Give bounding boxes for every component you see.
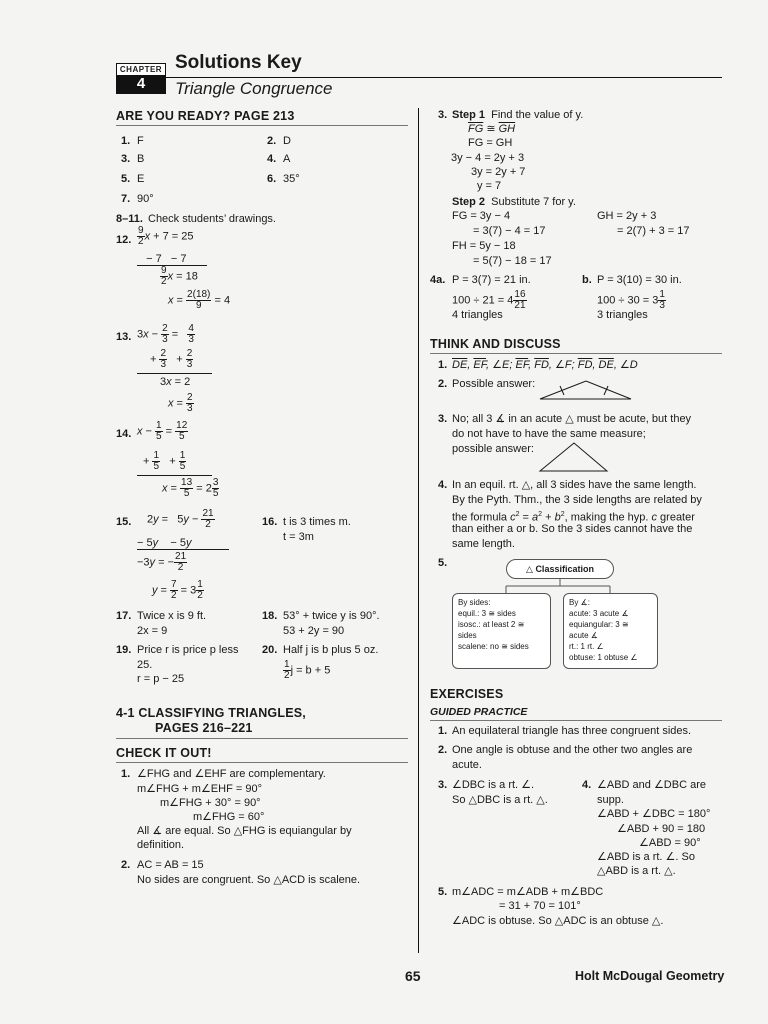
answer-text: A [283, 153, 291, 165]
page-subtitle: Triangle Congruence [175, 79, 333, 98]
math-line: − 7 − 7 [137, 253, 187, 265]
item-number: 1. [121, 135, 131, 147]
answer-text: m∠FHG = 60° [193, 811, 265, 823]
math-rule [137, 475, 212, 476]
page-number: 65 [405, 968, 421, 984]
item-number: 3. [121, 153, 131, 165]
answer-text: 2x = 9 [137, 625, 168, 637]
math-line: 100 ÷ 21 = 4 $\frac{16}{21}$ [452, 289, 526, 311]
by-sides-box [452, 593, 551, 669]
chapter-label: CHAPTER [117, 64, 165, 75]
item-number: 4a. [430, 274, 446, 286]
diagram-connector [500, 578, 620, 594]
book-title: Holt McDougal Geometry [575, 969, 725, 983]
answer-text: Price r is price p less [137, 644, 239, 656]
item-number: 15. [116, 516, 132, 528]
answer-text: t = 3m [283, 531, 314, 543]
page-title: Solutions Key [175, 52, 302, 73]
math-line: x = $\frac{2(18)}{9}$ = 4 [168, 289, 231, 311]
item-number: 2. [267, 135, 277, 147]
item-number: 20. [262, 644, 278, 656]
math-line: y = $\frac{7}{2}$ = 3 $\frac{1}{2}$ [152, 579, 203, 601]
math-line: = 2(7) + 3 = 17 [617, 225, 690, 237]
item-number: 2. [438, 378, 448, 390]
box-line: By sides: [458, 598, 491, 607]
item-number: 5. [438, 886, 448, 898]
item-number: 8–11. [116, 213, 143, 225]
item-number: 1. [121, 768, 131, 780]
section-rule [430, 353, 722, 354]
answer-text: possible answer: [452, 443, 534, 455]
chapter-number: 4 [117, 75, 165, 93]
math-line: ∠ABD + 90 = 180 [617, 823, 706, 835]
answer-text: definition. [137, 839, 185, 851]
answer-text: 53° + twice y is 90°. [283, 610, 380, 622]
answer-text: 25. [137, 659, 153, 671]
answer-text: Twice x is 9 ft. [137, 610, 207, 622]
answer-text: the formula $c^2 = a^2 + b^2$, making the hyp. c greater [452, 511, 695, 524]
answer-text: No sides are congruent. So △ACD is scalene. [137, 874, 361, 886]
math-line: x = $\frac{13}{5}$ = 2 $\frac{3}{5}$ [162, 477, 219, 499]
answer-text: m∠FHG + 30° = 90° [160, 797, 261, 809]
header-rule [116, 77, 722, 78]
answer-text: 53 + 2y = 90 [283, 625, 345, 637]
math-line: $\frac{9}{2}$ x + 7 = 25 [138, 225, 194, 247]
math-line: $\overline{DE}$, $\overline{EF}$, ∠E; $\overline{EF}$, $\overline{FD}$, ∠F; $\overline{FD}$, $\overline{DE}$, ∠D [452, 359, 638, 371]
math-line: P = 3(7) = 21 in. [452, 274, 531, 286]
answer-text: r = p − 25 [137, 673, 185, 685]
math-line: $\overline{FG}$ ≅ $\overline{GH}$ [468, 123, 516, 135]
math-line: $\frac{1}{2}$ j = b + 5 [284, 659, 331, 681]
section-rule [116, 762, 408, 763]
answer-text: Check students’ drawings. [148, 213, 276, 225]
math-line: 3x = 2 [160, 376, 191, 388]
answer-text: supp. [597, 794, 624, 806]
think-heading: THINK AND DISCUSS [430, 337, 561, 351]
answer-text: ∠DBC is a rt. ∠. [452, 779, 535, 791]
math-line: FG = GH [468, 137, 513, 149]
guided-practice-heading: GUIDED PRACTICE [430, 706, 528, 718]
math-line: = 5(7) − 18 = 17 [473, 255, 552, 267]
item-number: 3. [438, 779, 448, 791]
math-line: 3y = 2y + 7 [471, 166, 526, 178]
answer-text: same length. [452, 538, 515, 550]
item-number: 4. [582, 779, 592, 791]
classification-node: △ Classification [506, 559, 614, 579]
math-line: = 3(7) − 4 = 17 [473, 225, 546, 237]
item-number: 1. [438, 725, 448, 737]
math-line: = 31 + 70 = 101° [499, 900, 581, 912]
chapter-badge [116, 63, 166, 94]
math-line: + $\frac{1}{5}$ + $\frac{1}{5}$ [143, 450, 186, 472]
math-line: + $\frac{2}{3}$ + $\frac{2}{3}$ [150, 348, 193, 370]
answer-text: t is 3 times m. [283, 516, 351, 528]
answer-text: E [137, 173, 145, 185]
answer-text: ∠FHG and ∠EHF are complementary. [137, 768, 326, 780]
answer-text: Possible answer: [452, 378, 536, 390]
item-number: 5. [438, 557, 448, 569]
math-line: GH = 2y + 3 [597, 210, 657, 222]
answer-text: All ∡ are equal. So △FHG is equiangular by [137, 825, 352, 837]
item-number: 4. [267, 153, 277, 165]
answer-text: AC = AB = 15 [137, 859, 204, 871]
section-rule [116, 738, 408, 739]
math-line: y = 7 [477, 180, 502, 192]
section-rule [430, 720, 722, 721]
answer-text: 90° [137, 193, 154, 205]
math-rule [137, 373, 212, 374]
box-line: obtuse: 1 obtuse ∠ [569, 653, 638, 662]
answer-text: acute. [452, 759, 482, 771]
math-line: 100 ÷ 30 = 3 $\frac{1}{3}$ [597, 289, 665, 311]
answer-text: Find the value of y. [491, 109, 584, 121]
isosceles-triangle-figure [538, 378, 634, 402]
item-number: 12. [116, 234, 132, 246]
math-line: ∠ABD + ∠DBC = 180° [597, 808, 711, 820]
step-label: Step 2 [452, 196, 486, 208]
answer-text: than either a or b. So the 3 sides cannot have the [452, 523, 693, 535]
box-line: isosc.: at least 2 ≅ sides [458, 620, 525, 640]
box-line: acute ∡ [569, 631, 598, 640]
answer-text: Substitute 7 for y. [491, 196, 576, 208]
answer-text: ∠ABD is a rt. ∠. So [597, 851, 695, 863]
check-heading: CHECK IT OUT! [116, 746, 212, 760]
item-number: 19. [116, 644, 132, 656]
answer-text: ∠ABD and ∠DBC are [597, 779, 706, 791]
item-number: 1. [438, 359, 448, 371]
box-line: scalene: no ≅ sides [458, 642, 529, 651]
ready-heading: ARE YOU READY? PAGE 213 [116, 109, 295, 123]
math-line: m∠ADC = m∠ADB + m∠BDC [452, 886, 604, 898]
answer-text: 100 ÷ 21 = 4 [452, 294, 514, 307]
answer-text: D [283, 135, 291, 147]
answer-text: So △DBC is a rt. △. [452, 794, 548, 806]
item-number: 5. [121, 173, 131, 185]
box-line: rt.: 1 rt. ∠ [569, 642, 604, 651]
answer-text: One angle is obtuse and the other two angles are [452, 744, 693, 756]
box-line: By ∡: [569, 598, 590, 607]
math-line: − 5y − 5y [137, 537, 192, 549]
answer-text: m∠FHG + m∠EHF = 90° [137, 783, 262, 795]
math-line: x = $\frac{2}{3}$ [168, 392, 193, 414]
math-line: P = 3(10) = 30 in. [597, 274, 682, 286]
item-number: 4. [438, 479, 448, 491]
math-line: −3y = − $\frac{21}{2}$ [137, 551, 187, 573]
item-number: b. [582, 274, 592, 286]
answer-text: j = b + 5 [290, 664, 331, 677]
answer-text: Half j is b plus 5 oz. [283, 644, 379, 656]
math-line: 3y − 4 = 2y + 3 [451, 152, 525, 164]
math-line: ∠ABD = 90° [639, 837, 701, 849]
item-number: 17. [116, 610, 132, 622]
item-number: 3. [438, 109, 448, 121]
answer-text: △ABD is a rt. △. [597, 865, 676, 877]
section-rule [116, 125, 408, 126]
math-line: $\frac{9}{2}$ x = 18 [161, 265, 198, 287]
answer-text: F [137, 135, 144, 147]
answer-text: B [137, 153, 145, 165]
answer-text: 35° [283, 173, 300, 185]
item-number: 7. [121, 193, 131, 205]
answer-text: do not have to have the same measure; [452, 428, 646, 440]
answer-text: 3 triangles [597, 309, 648, 321]
answer-text: In an equil. rt. △, all 3 sides have the same length. [452, 479, 697, 491]
math-line: FG = 3y − 4 [452, 210, 511, 222]
item-number: 14. [116, 428, 132, 440]
math-line: 3x − $\frac{2}{3}$ = $\frac{4}{3}$ [137, 323, 194, 345]
item-number: 2. [438, 744, 448, 756]
answer-text: 4 triangles [452, 309, 503, 321]
by-angles-box [563, 593, 658, 669]
box-line: acute: 3 acute ∡ [569, 609, 629, 618]
acute-triangle-figure [538, 440, 610, 474]
math-line: x − $\frac{1}{5}$ = $\frac{12}{5}$ [137, 420, 188, 442]
item-number: 6. [267, 173, 277, 185]
exercises-heading: EXERCISES [430, 687, 504, 701]
answer-text: By the Pyth. Thm., the 3 side lengths are related by [452, 494, 702, 506]
math-line: 2y = 5y − $\frac{21}{2}$ [147, 508, 214, 530]
math-line: FH = 5y − 18 [452, 240, 516, 252]
answer-text: No; all 3 ∡ in an acute △ must be acute, but they [452, 413, 692, 425]
box-line: equil.: 3 ≅ sides [458, 609, 516, 618]
math-rule [137, 549, 229, 550]
answer-text: ∠ADC is obtuse. So △ADC is an obtuse △. [452, 915, 664, 927]
item-number: 18. [262, 610, 278, 622]
section-heading-4-1-pages: PAGES 216–221 [155, 721, 253, 735]
item-number: 2. [121, 859, 131, 871]
item-number: 13. [116, 331, 132, 343]
item-number: 3. [438, 413, 448, 425]
box-line: equiangular: 3 ≅ [569, 620, 629, 629]
column-divider [418, 108, 419, 953]
answer-text: An equilateral triangle has three congruent sides. [452, 725, 692, 737]
section-heading-4-1: 4-1 CLASSIFYING TRIANGLES, [116, 706, 306, 720]
item-number: 16. [262, 516, 278, 528]
step-label: Step 1 [452, 109, 486, 121]
answer-text: 100 ÷ 30 = 3 [597, 294, 659, 307]
